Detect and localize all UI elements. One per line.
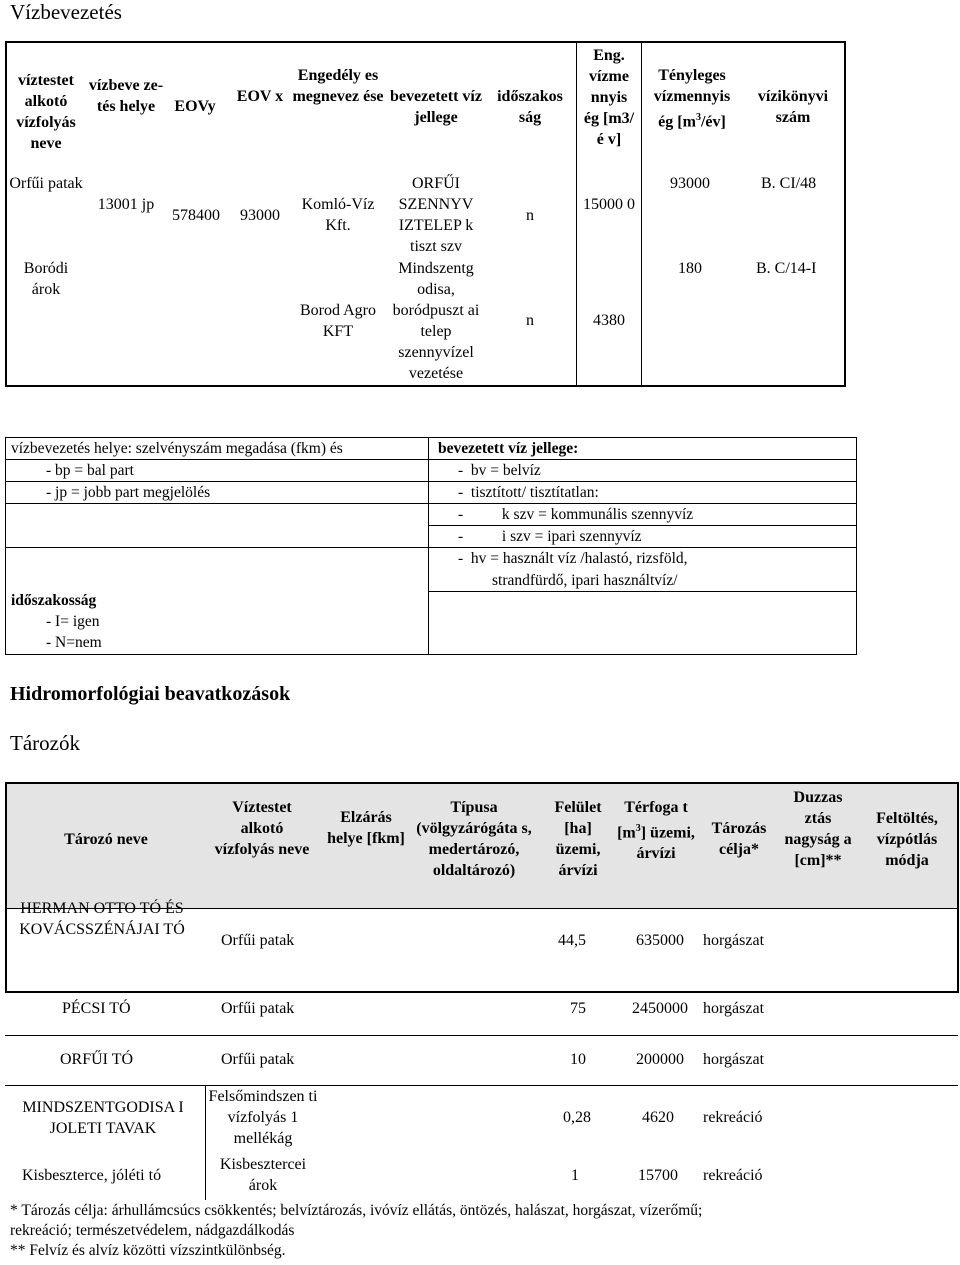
res-row2-purpose: horgászat — [703, 1000, 765, 1017]
footnotes — [10, 1201, 702, 1261]
res-row5-area: 1 — [571, 1167, 579, 1184]
col-header-permitted: Eng. vízme nnyis ég [m3/é v] — [583, 47, 635, 148]
res-row4-name: MINDSZENTGODISA I JOLETI TAVAK — [22, 1099, 184, 1137]
res-row2-name: PÉCSI TÓ — [62, 1000, 131, 1017]
col-header-permit: Engedély es megnevez ése — [292, 67, 384, 105]
res-row2-area: 75 — [570, 1000, 586, 1017]
legend-periodic-item: - N=nem — [46, 634, 102, 651]
row2-permit: Borod Agro KFT — [300, 302, 376, 340]
legend-left-item: - jp = jobb part megjelölés — [46, 484, 211, 501]
res-row4-water: Felsőmindszen ti vízfolyás 1 mellékág — [208, 1088, 318, 1147]
row1-type: ORFŰI SZENNYV IZTELEP k tiszt szv — [398, 175, 474, 255]
res-header-area: Felület [ha] üzemi, árvízi — [554, 799, 602, 879]
res-row5-volume: 15700 — [638, 1167, 678, 1184]
res-row5-name: Kisbeszterce, jóléti tó — [22, 1167, 162, 1184]
legend-right-item: - k szv = kommunális szennyvíz — [458, 506, 694, 523]
res-header-swell: Duzzas ztás nagyság a [cm]** — [784, 789, 852, 869]
row1-periodic: n — [526, 207, 534, 224]
row2-permitted: 4380 — [593, 312, 625, 329]
legend-box — [0, 430, 960, 660]
res-header-kind: Típusa (völgyzárógáta s, medertározó, oldaltározó) — [416, 799, 532, 879]
res-row1-purpose: horgászat — [703, 932, 765, 949]
col-header-periodic: időszakos ság — [497, 88, 563, 126]
res-header-water: Víztestet alkotó vízfolyás neve — [214, 799, 310, 858]
footnote-line: rekreáció; természetvédelem, nádgazdálkodás — [10, 1222, 295, 1239]
res-row1-volume: 635000 — [636, 932, 684, 949]
legend-right-item: - bv = belvíz — [458, 462, 541, 479]
subsection-heading: Tározók — [10, 731, 80, 755]
legend-location-title: vízbevezetés helye: szelvényszám megadása (fkm) és — [11, 440, 343, 457]
legend-periodic-title: időszakosság — [11, 592, 97, 609]
row2-type: Mindszentg odisa, boródpuszt ai telep szennyvízel vezetése — [392, 260, 480, 382]
res-row3-water: Orfűi patak — [221, 1051, 295, 1068]
section-heading: Hidromorfológiai beavatkozások — [10, 683, 291, 705]
res-row1-area: 44,5 — [558, 932, 586, 949]
col-header-water: víztestet alkotó vízfolyás neve — [16, 72, 76, 152]
legend-periodic-item: - I= igen — [46, 613, 100, 630]
res-row5-water: Kisbesztercei árok — [219, 1156, 307, 1194]
page-title: Vízbevezetés — [10, 0, 122, 24]
row1-actual: 93000 — [670, 175, 710, 192]
legend-left-item: - bp = bal part — [46, 462, 134, 479]
row2-water: Boródi árok — [23, 260, 69, 298]
row1-permitted: 15000 0 — [583, 196, 635, 213]
row1-eovx: 93000 — [240, 207, 280, 224]
col-header-location: vízbeve ze-tés helye — [88, 77, 164, 115]
col-header-eovy: EOVy — [174, 98, 216, 115]
res-row3-name: ORFŰI TÓ — [60, 1051, 134, 1068]
row1-eovy: 578400 — [172, 207, 220, 224]
row2-periodic: n — [526, 312, 534, 329]
row1-permit: Komló-Víz Kft. — [301, 196, 375, 234]
col-header-type: bevezetett víz jellege — [390, 88, 482, 126]
res-header-name: Tározó neve — [64, 831, 148, 848]
legend-right-item: strandfürdő, ipari használtvíz/ — [492, 572, 678, 589]
legend-right-item: - tisztított/ tisztítatlan: — [458, 484, 599, 501]
res-row1-name: HERMAN OTTO TÓ ÉS KOVÁCSSZÉNÁJAI TÓ — [19, 900, 185, 938]
footnote-line: * Tározás célja: árhullámcsúcs csökkentés; belvíztározás, ivóvíz ellátás, öntözés, halászat, horgászat, vízerőmű; — [10, 1202, 703, 1219]
res-row1-water: Orfűi patak — [221, 932, 295, 949]
col-header-eovx: EOV x — [236, 88, 284, 105]
res-row4-purpose: rekreáció — [703, 1109, 763, 1126]
col-header-actual: Tényleges vízmennyis ég $[m^3/év]$ — [653, 67, 731, 131]
res-row2-volume: 2450000 — [632, 1000, 688, 1017]
res-row3-volume: 200000 — [636, 1051, 684, 1068]
res-header-purpose: Tározás célja* — [711, 820, 767, 858]
row1-water: Orfűi patak — [9, 175, 83, 192]
res-row5-purpose: rekreáció — [703, 1167, 763, 1184]
footnote-line: ** Felvíz és alvíz közötti vízszintkülönbség. — [10, 1242, 286, 1259]
res-row4-area: 0,28 — [563, 1109, 591, 1126]
row1-book: B. CI/48 — [761, 175, 817, 192]
res-header-closure: Elzárás helye [fkm] — [327, 809, 405, 847]
res-row3-purpose: horgászat — [703, 1051, 765, 1068]
res-row2-water: Orfűi patak — [221, 1000, 295, 1017]
res-row3-area: 10 — [570, 1051, 586, 1068]
row2-actual: 180 — [678, 260, 702, 277]
legend-right-item: - hv = használt víz /halastó, rizsföld, — [458, 550, 688, 567]
row2-book: B. C/14-I — [756, 260, 817, 277]
res-row4-volume: 4620 — [642, 1109, 674, 1126]
row1-location: 13001 jp — [97, 196, 155, 213]
res-header-volume: Térfoga t $[m^3]$ üzemi, árvízi — [617, 799, 695, 863]
legend-right-item: - i szv = ipari szennyvíz — [458, 528, 642, 545]
reservoir-table — [0, 780, 960, 1210]
intake-table — [0, 0, 960, 400]
res-header-refill: Feltöltés, vízpótlás módja — [876, 810, 938, 869]
col-header-book: vízikönyvi szám — [757, 88, 829, 126]
legend-type-title: bevezetett víz jellege: — [438, 440, 579, 457]
